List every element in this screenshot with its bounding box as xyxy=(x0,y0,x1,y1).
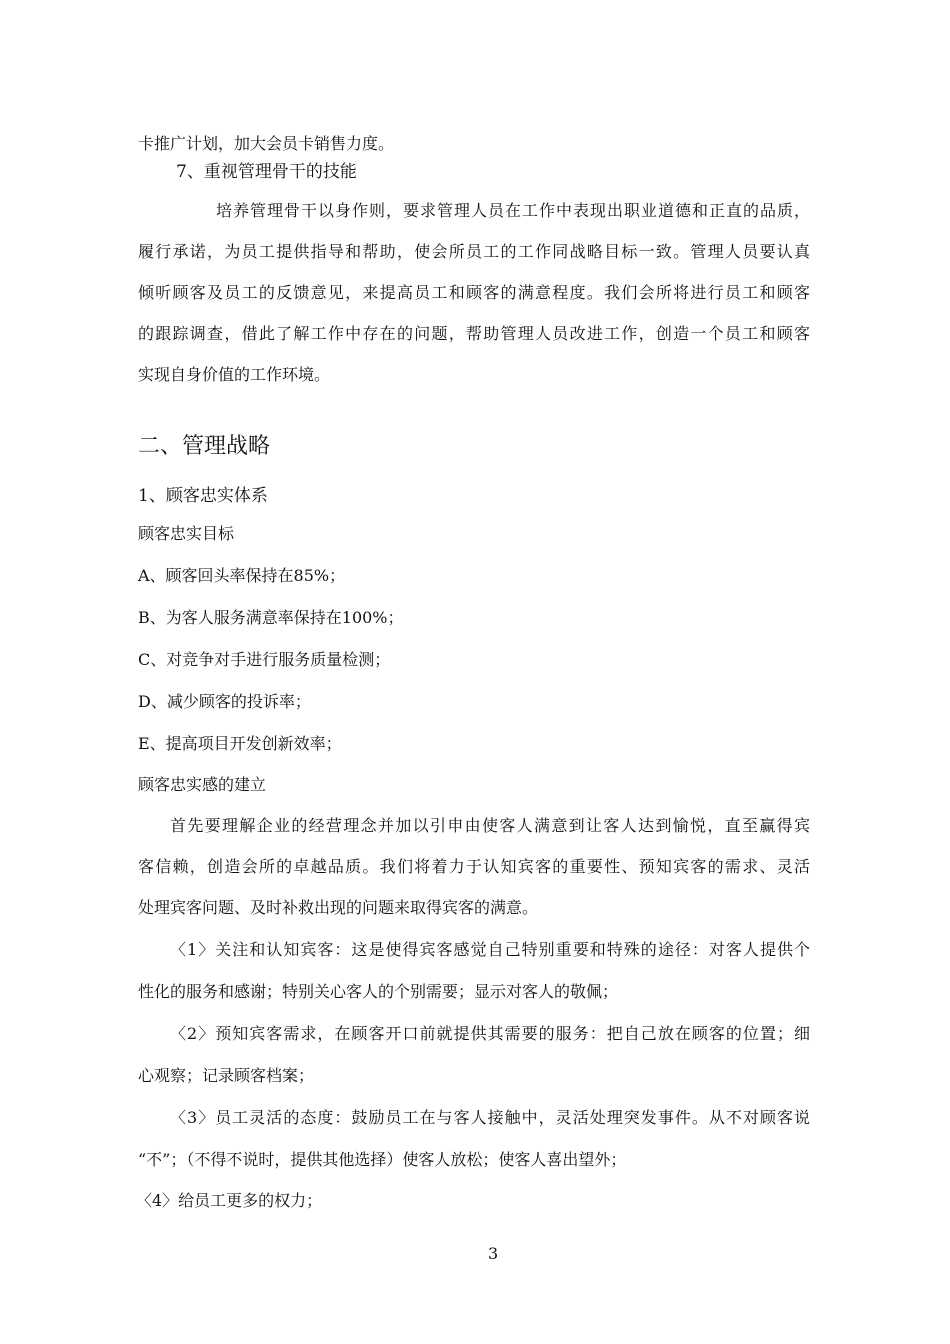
list-item-continued: 性化的服务和感谢；特别关心客人的个别需要；显示对客人的敬佩； xyxy=(138,982,619,1001)
goal-item: A、顾客回头率保持在85%； xyxy=(138,566,346,585)
section-7-heading: 7、重视管理骨干的技能 xyxy=(176,162,357,182)
part-2-heading: 二、管理战略 xyxy=(138,434,271,459)
paragraph-line: 首先要理解企业的经营理念并加以引申由使客人满意到让客人达到愉悦，直至赢得宾 xyxy=(170,816,810,835)
goal-item: E、提高项目开发创新效率； xyxy=(138,734,342,753)
list-item-continued: “不”；（不得不说时，提供其他选择）使客人放松；使客人喜出望外； xyxy=(138,1150,627,1169)
paragraph-line: 倾听顾客及员工的反馈意见，来提高员工和顾客的满意程度。我们会所将进行员工和顾客 xyxy=(138,283,810,302)
paragraph-line: 客信赖，创造会所的卓越品质。我们将着力于认知宾客的重要性、预知宾客的需求、灵活 xyxy=(138,857,810,876)
goal-title: 顾客忠实目标 xyxy=(138,524,235,543)
page-number: 3 xyxy=(488,1244,499,1263)
list-item: 〈3〉员工灵活的态度：鼓励员工在与客人接触中，灵活处理突发事件。从不对顾客说 xyxy=(170,1108,810,1127)
paragraph-line: 处理宾客问题、及时补救出现的问题来取得宾客的满意。 xyxy=(138,898,539,917)
list-item: 〈1〉关注和认知宾客：这是使得宾客感觉自己特别重要和特殊的途径：对客人提供个 xyxy=(170,940,810,959)
paragraph-line: 培养管理骨干以身作则，要求管理人员在工作中表现出职业道德和正直的品质， xyxy=(216,201,810,220)
goal-item: C、对竞争对手进行服务质量检测； xyxy=(138,650,391,669)
list-item: 〈4〉给员工更多的权力； xyxy=(136,1191,323,1210)
list-item-continued: 心观察；记录顾客档案； xyxy=(138,1066,315,1085)
subsection-heading: 1、顾客忠实体系 xyxy=(138,486,268,506)
paragraph-line: 的跟踪调查，借此了解工作中存在的问题，帮助管理人员改进工作，创造一个员工和顾客 xyxy=(138,324,810,343)
paragraph-line: 履行承诺，为员工提供指导和帮助，使会所员工的工作同战略目标一致。管理人员要认真 xyxy=(138,242,810,261)
build-title: 顾客忠实感的建立 xyxy=(138,775,267,794)
paragraph-line: 实现自身价值的工作环境。 xyxy=(138,365,331,384)
list-item: 〈2〉预知宾客需求，在顾客开口前就提供其需要的服务：把自己放在顾客的位置；细 xyxy=(170,1024,810,1043)
goal-item: B、为客人服务满意率保持在100%； xyxy=(138,608,404,627)
intro-line: 卡推广计划，加大会员卡销售力度。 xyxy=(138,134,395,153)
goal-item: D、减少顾客的投诉率； xyxy=(138,692,311,711)
